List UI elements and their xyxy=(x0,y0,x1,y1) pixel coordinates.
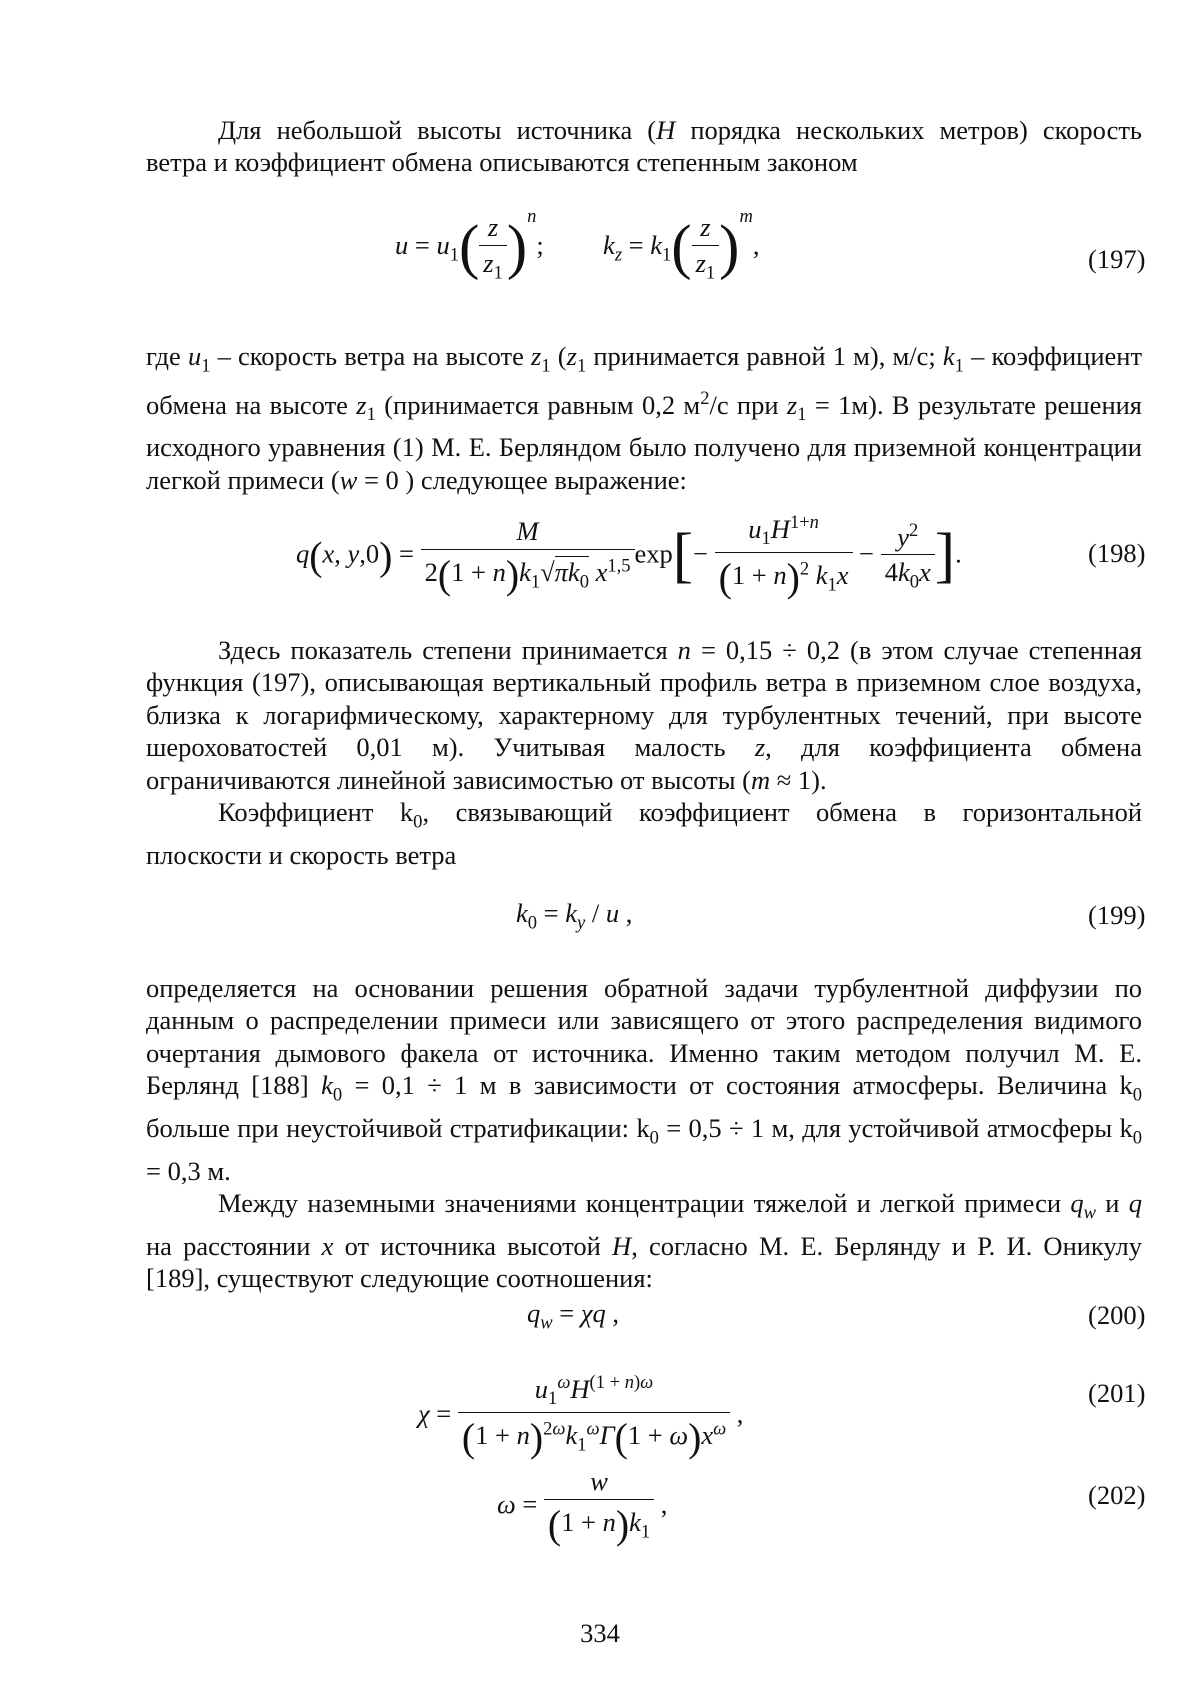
equation-199: $k_0 = k_y / u$ , xyxy=(516,898,633,934)
equation-202: ω = $\frac{w}{(1 + n)k_1}$ , xyxy=(497,1466,668,1547)
equation-202-number: (202) xyxy=(1088,1480,1146,1510)
paragraph-6-text: Между наземными значениями концентрации тяжелой и легкой примеси $q_w$ и q на расстоянии x от источника высотой H, согласно М. Е. Берлянду и Р. И. Оникулу [189], существуют следующие соотношения: xyxy=(146,1188,1143,1294)
paragraph-2 xyxy=(146,340,1142,496)
equation-201-number: (201) xyxy=(1088,1378,1146,1408)
equation-198-number: (198) xyxy=(1088,538,1146,568)
equation-201: χ = $\frac{u_1^\omega H^{(1 + n)\omega}}{(1 + n)^{2\omega}k_1^\omega Г(1 + \omega)x^\omega}$ , xyxy=(418,1372,744,1461)
paragraph-1 xyxy=(146,114,1142,179)
equation-200: $q_w = \chi q$ , xyxy=(527,1298,619,1334)
paragraph-1-text: Для небольшой высоты источника (H порядка нескольких метров) скорость ветра и коэффициент обмена описываются степенным законом xyxy=(146,115,1142,178)
paragraph-5 xyxy=(146,972,1142,1295)
paragraph-3 xyxy=(146,634,1142,871)
equation-200-number: (200) xyxy=(1088,1300,1146,1330)
equation-198: q(x, y,0) = $\frac{M}{2(1 + n)k_1√\pi k_0 x^{1,5}}$ exp[− $\frac{u_1H^{1+n}}{(1 + n)^2 k_1x}$ − $\frac{y^2}{4k_0x}$ ]. xyxy=(296,512,962,601)
paragraph-4-text: Коэффициент $k_0$, связывающий коэффициент обмена в горизонтальной плоскости и скорость ветра xyxy=(146,797,1143,870)
equation-199-number: (199) xyxy=(1088,900,1146,930)
equation-197-number: (197) xyxy=(1088,244,1146,274)
paragraph-3-text: Здесь показатель степени принимается n = 0,15 ÷ 0,2 (в этом случае степенная функция (197), описывающая вертикальный профиль ветра в приземном слое воздуха, близка к логарифмическому, характерному для турбулентных течений, при высоте шероховатостей 0,01 м). Учитывая малость z, для коэффициента обмена ограничиваются линейной зависимостью от высоты (m ≈ 1). xyxy=(146,635,1142,795)
paragraph-2-text: где $u_1$ – скорость ветра на высоте $z_1$ ($z_1$ принимается равной 1 м), м/с; $k_1$ – коэффициент обмена на высоте $z_1$ (принимается равным 0,2 $м^2/с$ при $z_1 = 1м$). В результате решения исходного уравнения (1) М. Е. Берляндом было получено для приземной концентрации легкой примеси (w = 0 ) следующее выражение: xyxy=(146,341,1143,495)
paragraph-5-text: определяется на основании решения обратной задачи турбулентной диффузии по данным о распределении примеси или зависящего от этого распределения видимого очертания дымового факела от источника. Именно таким методом получил М. Е. Берлянд [188] $k_0 = 0,1 \div 1$ м в зависимости от состояния атмосферы. Величина $k_0$ больше при неустойчивой стратификации: $k_0 = 0,5 \div 1$ м, для устойчивой атмосферы $k_0 = 0,3$ м. xyxy=(146,973,1142,1186)
page-number: 334 xyxy=(580,1618,620,1648)
equation-197: $u = u_1$( $\frac{z}{z_1}$ )$^n$; $k_z = k_1$( $\frac{z}{z_1}$ )$^m$, xyxy=(395,206,760,284)
